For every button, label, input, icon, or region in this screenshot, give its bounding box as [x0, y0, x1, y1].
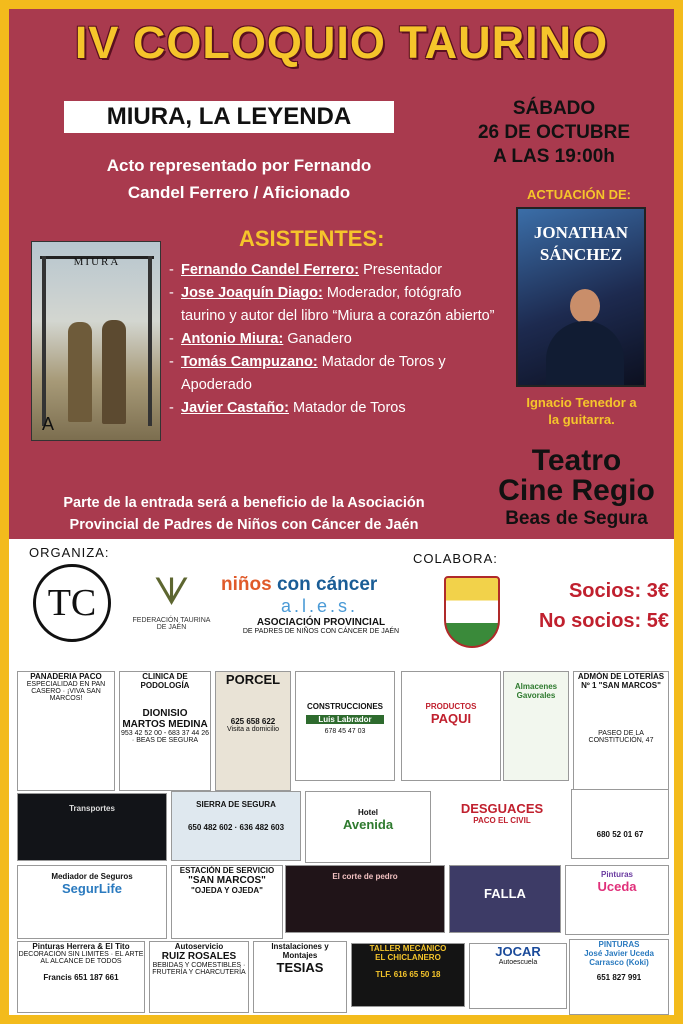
ad-text: 678 45 47 03	[324, 728, 366, 735]
ad-labrador	[295, 671, 395, 781]
venue	[479, 446, 674, 532]
ad-porcel	[215, 671, 291, 791]
guitar-line-1: Ignacio Tenedor a	[526, 395, 637, 410]
brand-mark: A	[42, 414, 55, 434]
singer-photo	[516, 207, 646, 387]
horns-icon: ᗐ	[153, 572, 190, 614]
colabora-label: COLABORA:	[413, 551, 498, 566]
sponsors-grid	[9, 661, 674, 1015]
ad-paqui	[401, 671, 501, 781]
organiza-label: ORGANIZA:	[29, 545, 110, 560]
ad-name: SegurLife	[62, 881, 122, 896]
federacion-logo	[129, 569, 214, 631]
ad-title: Almacenes Gavorales	[514, 682, 558, 700]
acto-line-2: Candel Ferrero / Aficionado	[127, 183, 351, 202]
ad-text: Visita a domicilio	[226, 726, 279, 733]
ad-name: PACO EL CIVIL	[473, 816, 531, 825]
asistente-name: Javier Castaño:	[181, 400, 289, 416]
tc-logo	[33, 564, 111, 642]
ad-text: BEBIDAS Y COMESTIBLES · FRUTERÍA Y CHARCUTERÍA	[152, 962, 246, 976]
prices	[509, 576, 669, 636]
ad-name: "SAN MARCOS"	[188, 875, 266, 886]
ad-falla	[449, 865, 561, 933]
asistentes-title: ASISTENTES:	[239, 226, 385, 251]
gate-post-right	[148, 256, 152, 426]
ad-title: JOCAR	[495, 944, 541, 959]
ad-podologia	[119, 671, 211, 791]
tc-logo-text: TC	[47, 582, 97, 624]
beneficio-line-1: Parte de la entrada será a beneficio de la Asociación	[63, 495, 425, 511]
guitar-line-2: la guitarra.	[548, 412, 615, 427]
list-item	[169, 282, 509, 328]
gate-sign: MIURA	[73, 256, 121, 268]
list-item	[169, 397, 509, 420]
coat-of-arms-icon	[444, 576, 500, 648]
gate-post-left	[42, 256, 46, 426]
ninos-word: niños	[221, 574, 272, 595]
man-right	[102, 320, 126, 424]
asistente-role: Matador de Toros	[289, 400, 406, 416]
price-socios: Socios: 3€	[568, 580, 669, 602]
ad-title: Transportes	[69, 804, 115, 813]
guitar-credit	[509, 394, 654, 428]
event-day: SÁBADO	[512, 98, 596, 119]
ad-corte	[285, 865, 445, 933]
ad-title: Mediador de Seguros	[51, 872, 133, 881]
ad-title: ADMÓN DE LOTERÍAS	[577, 672, 665, 681]
ninos-title	[221, 574, 421, 596]
ad-title: PANADERIA PACO	[30, 672, 102, 681]
ad-text: PASEO DE LA CONSTITUCIÓN, 47	[588, 730, 654, 744]
ad-title: CLINICA DE PODOLOGÍA	[140, 672, 190, 690]
ad-title: Pinturas Herrera & El Tito	[32, 942, 130, 951]
ad-name: Nº 1 "SAN MARCOS"	[581, 681, 661, 690]
ales-text: a.l.e.s.	[281, 596, 359, 616]
ad-estacion	[171, 865, 283, 939]
asistentes-list	[169, 259, 509, 420]
cancer-word: con cáncer	[271, 574, 378, 595]
ad-podador	[571, 789, 669, 859]
asistente-name: Antonio Miura:	[181, 331, 284, 347]
poster-subtitle: MIURA, LA LEYENDA	[64, 101, 394, 133]
ad-text: 953 42 52 00 - 683 37 44 26 · BEAS DE SEGURA	[121, 730, 209, 744]
ad-title: PRODUCTOS	[425, 702, 477, 711]
beneficio-line-2: Provincial de Padres de Niños con Cáncer de Jaén	[69, 517, 419, 533]
ad-title: Pinturas	[600, 870, 633, 879]
man-left	[68, 322, 92, 422]
ad-phone: 625 658 622	[230, 717, 276, 726]
ad-title: CONSTRUCCIONES	[306, 702, 383, 711]
asistente-role: Presentador	[359, 262, 443, 278]
ad-name: PAQUI	[430, 711, 472, 726]
acto-line-1: Acto representado por Fernando	[106, 156, 372, 175]
asistente-name: Jose Joaquín Diago:	[181, 285, 323, 301]
actuacion-label: ACTUACIÓN DE:	[527, 187, 631, 202]
asociacion-sub: DE PADRES DE NIÑOS CON CÁNCER DE JAÉN	[242, 628, 400, 635]
singer-body	[546, 321, 624, 387]
ad-trucks	[17, 793, 167, 861]
ad-text: ESPECIALIDAD EN PAN CASERO · ¡VIVA SAN MARCOS!	[26, 681, 106, 702]
ad-name: DIONISIO MARTOS MEDINA	[122, 708, 208, 730]
venue-line-2: Cine Regio	[498, 474, 655, 507]
ad-name: RUIZ ROSALES	[161, 951, 237, 962]
ad-desguaces	[437, 801, 567, 851]
ad-almacenes	[503, 671, 569, 781]
acto-text	[49, 152, 429, 206]
event-date-text: 26 DE OCTUBRE	[477, 122, 631, 143]
event-date	[439, 97, 669, 169]
ad-title: DESGUACES	[460, 801, 544, 816]
ad-title: PINTURAS	[598, 940, 640, 949]
venue-line-3: Beas de Segura	[505, 508, 648, 529]
asistente-role: Matador de Toros y Apoderado	[181, 354, 446, 393]
ad-title: Autoservicio	[174, 942, 224, 951]
poster-title: IV COLOQUIO TAURINO	[74, 17, 609, 68]
ad-text: DECORACIÓN SIN LIMITES · EL ARTE AL ALCANCE DE TODOS	[18, 951, 144, 965]
ninos-cancer-logo	[221, 574, 421, 635]
ad-title: ESTACIÓN DE SERVICIO	[179, 866, 275, 875]
ad-text: "OJEDA Y OJEDA"	[191, 886, 263, 895]
federacion-text: FEDERACIÓN TAURINA DE JAÉN	[132, 617, 211, 631]
list-item	[169, 328, 509, 351]
ad-herrera	[17, 941, 145, 1013]
ad-name: José Javier Uceda Carrasco (Koki)	[584, 949, 654, 967]
ad-title: El corte de pedro	[332, 872, 398, 881]
asistente-name: Fernando Candel Ferrero:	[181, 262, 360, 278]
ad-bus	[171, 791, 301, 861]
ad-title: Hotel	[358, 808, 378, 817]
singer-name-line-1: JONATHAN	[533, 223, 629, 242]
ad-jocar	[469, 943, 567, 1009]
poster	[9, 9, 674, 1015]
ad-loterias	[573, 671, 669, 791]
ad-text: Autoescuela	[498, 959, 538, 966]
ad-uceda	[565, 865, 669, 935]
ad-hotel	[305, 791, 431, 863]
ad-carrasco	[569, 939, 669, 1015]
ad-name: EL CHICLANERO	[375, 953, 441, 962]
asistente-role: Moderador, fotógrafo taurino y autor del libro “Miura a corazón abierto”	[181, 285, 495, 324]
ad-phone: TLF. 616 65 50 18	[375, 970, 441, 979]
ad-text: 650 482 602 · 636 482 603	[187, 823, 285, 832]
ad-name: Avenida	[342, 817, 394, 832]
venue-line-1: Teatro	[531, 444, 622, 477]
ad-title: SIERRA DE SEGURA	[196, 800, 276, 809]
ad-text: 680 52 01 67	[596, 830, 644, 839]
price-no-socios: No socios: 5€	[538, 610, 669, 632]
ad-title: TALLER MECÁNICO	[369, 944, 447, 953]
list-item	[169, 259, 509, 282]
ad-name: Uceda	[597, 879, 637, 894]
ad-phone: 651 827 991	[596, 973, 642, 982]
ad-rosales	[149, 941, 249, 1013]
ad-taller	[351, 943, 465, 1007]
event-time: A LAS 19:00h	[493, 146, 615, 167]
asociacion-title: ASOCIACIÓN PROVINCIAL	[256, 617, 386, 628]
miura-photo	[31, 241, 161, 441]
ad-phone: Francis 651 187 661	[43, 973, 119, 982]
asistente-name: Tomás Campuzano:	[181, 354, 318, 370]
beneficio-text	[24, 492, 464, 536]
asistente-role: Ganadero	[283, 331, 352, 347]
ad-tesias	[253, 941, 347, 1013]
ad-title: FALLA	[484, 886, 526, 901]
list-item	[169, 351, 509, 397]
ad-title: PORCEL	[225, 672, 281, 687]
ad-segurlife	[17, 865, 167, 939]
ad-panaderia	[17, 671, 115, 791]
ad-name: TESIAS	[276, 960, 324, 975]
singer-head	[570, 289, 600, 323]
ad-name: Luis Labrador	[306, 715, 384, 724]
ad-title: Instalaciones y Montajes	[271, 942, 329, 960]
singer-name-line-2: SÁNCHEZ	[539, 245, 623, 264]
poster-header-panel	[9, 9, 674, 539]
